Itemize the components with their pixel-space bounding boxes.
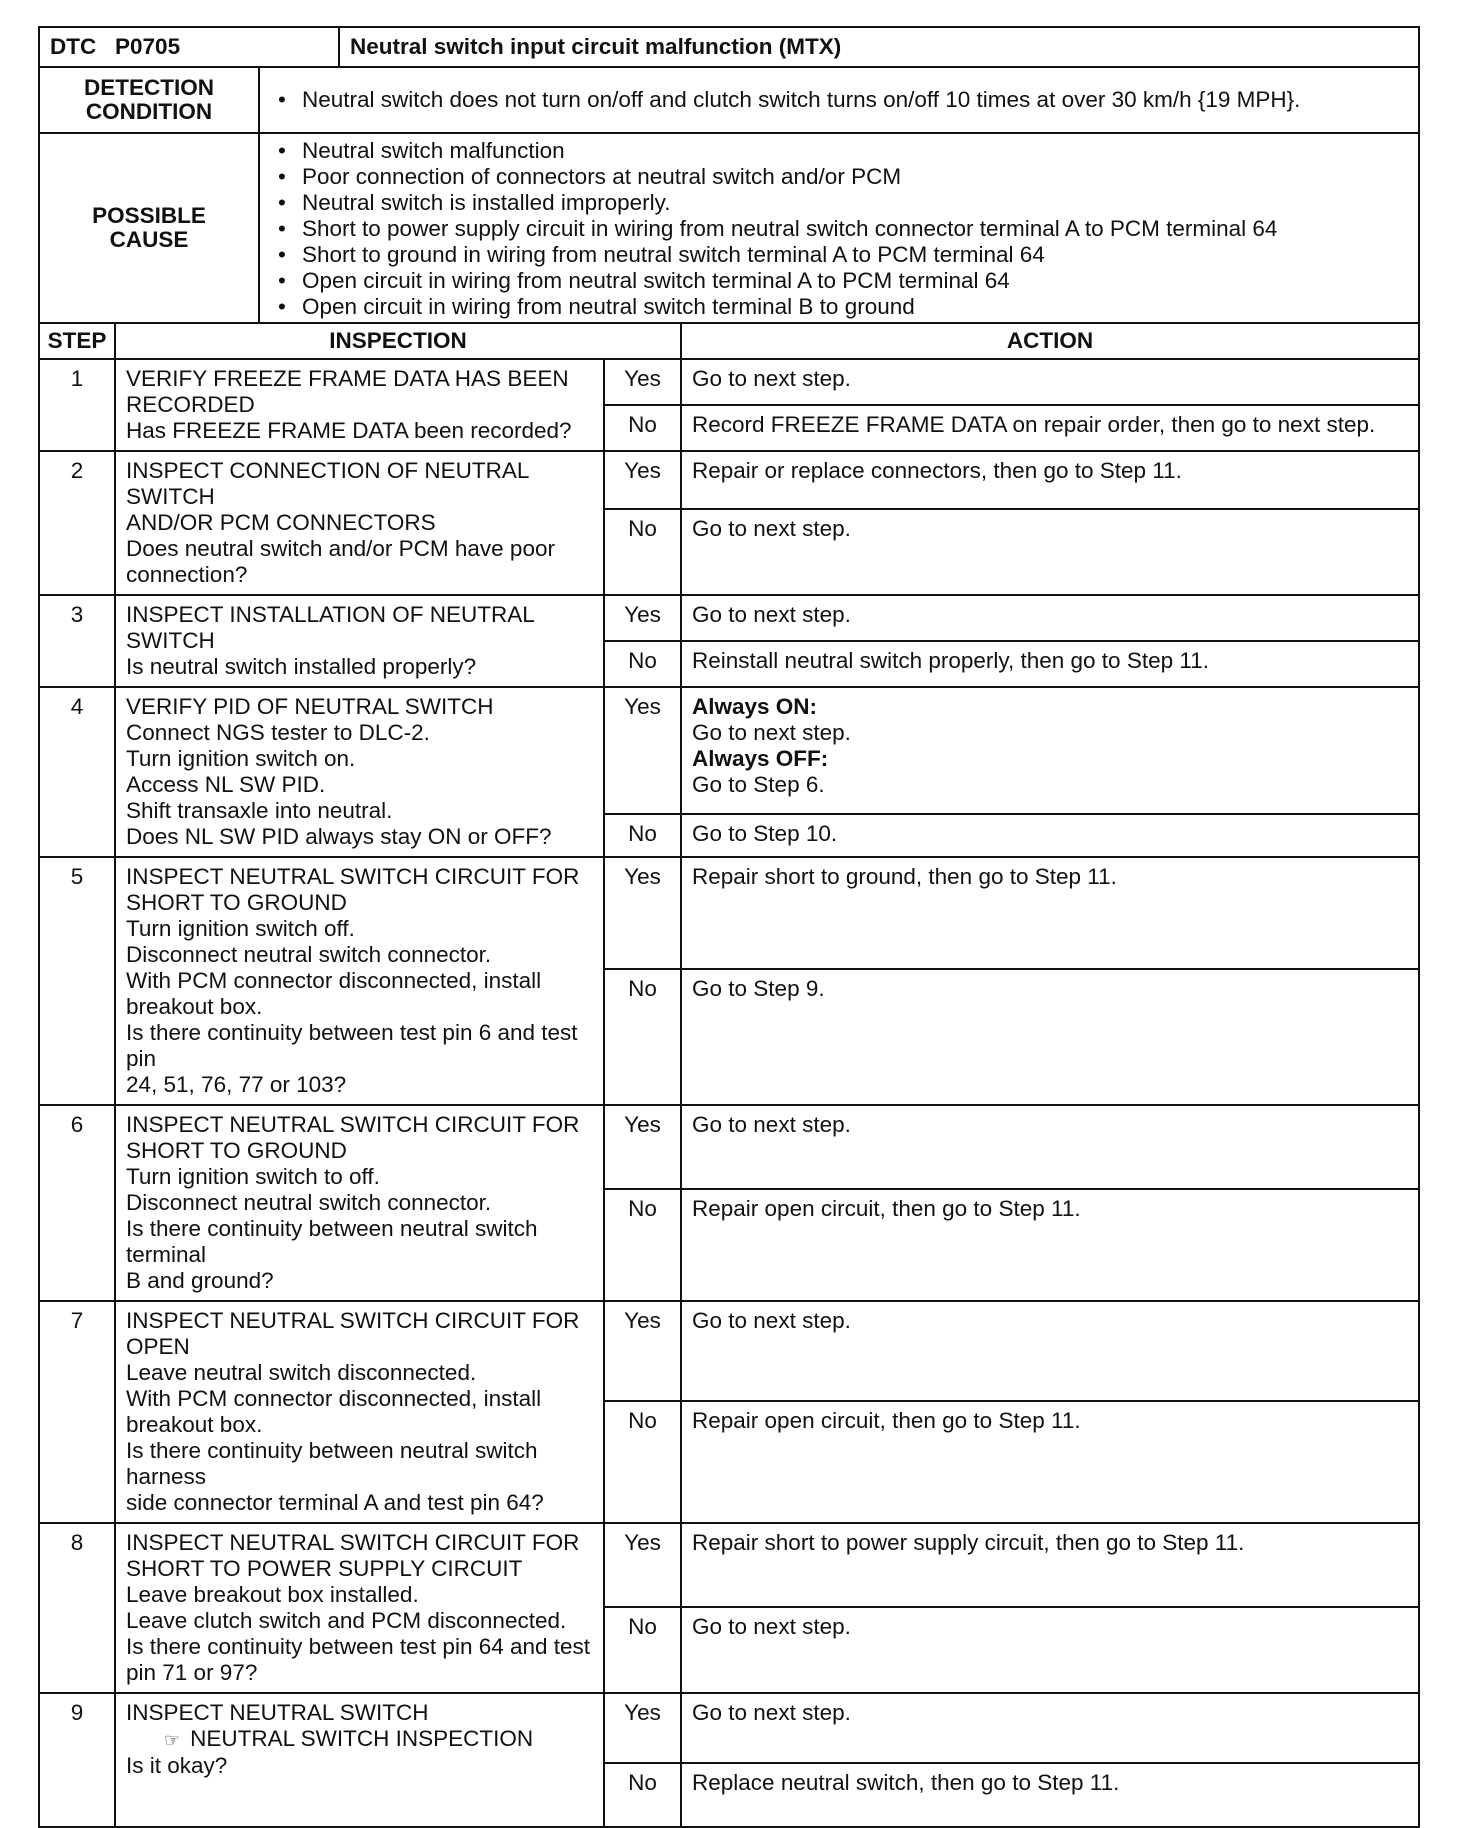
detection-content <box>259 67 1419 133</box>
step-row <box>39 857 1419 969</box>
always-off-action: Go to Step 6. <box>692 772 825 797</box>
yes-label: Yes <box>604 451 681 509</box>
yes-label: Yes <box>604 857 681 969</box>
inspection-line: Is it okay? <box>126 1753 228 1778</box>
yes-label: Yes <box>604 1105 681 1189</box>
inspection-line: Leave clutch switch and PCM disconnected. <box>126 1608 567 1633</box>
yes-action: Go to next step. <box>681 359 1419 405</box>
yes-action <box>681 687 1419 814</box>
inspection-line: Turn ignition switch off. <box>126 916 355 941</box>
no-action: Record FREEZE FRAME DATA on repair order, then go to next step. <box>681 405 1419 451</box>
inspection-line: side connector terminal A and test pin 64? <box>126 1490 544 1515</box>
always-off-label: Always OFF: <box>692 746 829 771</box>
yes-label: Yes <box>604 1301 681 1401</box>
no-action: Go to Step 9. <box>681 969 1419 1105</box>
step-row <box>39 595 1419 641</box>
pointing-hand-icon: ☞ <box>164 1730 181 1750</box>
diagnostic-sheet <box>38 26 1418 1828</box>
inspection-line: breakout box. <box>126 994 263 1019</box>
detection-row <box>39 67 1419 133</box>
no-label: No <box>604 1607 681 1693</box>
inspection-line: Is there continuity between test pin 6 and test pin <box>126 1020 578 1071</box>
yes-action: Repair short to power supply circuit, then go to Step 11. <box>681 1523 1419 1607</box>
always-on-action: Go to next step. <box>692 720 851 745</box>
inspection-line: Is there continuity between test pin 64 and test <box>126 1634 591 1659</box>
no-label: No <box>604 509 681 595</box>
no-action: Go to next step. <box>681 1607 1419 1693</box>
detection-item: • Neutral switch does not turn on/off and clutch switch turns on/off 10 times at over 30 km/h {19 MPH}. <box>270 87 1408 113</box>
no-label: No <box>604 1763 681 1827</box>
inspection-line: Leave neutral switch disconnected. <box>126 1360 477 1385</box>
step-number: 2 <box>39 451 115 595</box>
no-label: No <box>604 1189 681 1301</box>
dtc-title: Neutral switch input circuit malfunction (MTX) <box>339 27 1419 67</box>
possible-cause-label-line1: POSSIBLE <box>92 203 206 228</box>
step-number: 6 <box>39 1105 115 1301</box>
inspection-line: Does neutral switch and/or PCM have poor <box>126 536 555 561</box>
yes-action: Repair or replace connectors, then go to Step 11. <box>681 451 1419 509</box>
inspection-line: Turn ignition switch on. <box>126 746 356 771</box>
cause-item: • Short to power supply circuit in wiring from neutral switch connector terminal A to PCM terminal 64 <box>270 216 1408 242</box>
no-action: Reinstall neutral switch properly, then go to Step 11. <box>681 641 1419 687</box>
step-number: 5 <box>39 857 115 1105</box>
inspection-line: VERIFY FREEZE FRAME DATA HAS BEEN <box>126 366 569 391</box>
yes-label: Yes <box>604 1523 681 1607</box>
step-inspection <box>115 1105 604 1301</box>
step-row <box>39 1523 1419 1607</box>
inspection-line: VERIFY PID OF NEUTRAL SWITCH <box>126 694 494 719</box>
inspection-line: Is there continuity between neutral switch terminal <box>126 1216 538 1267</box>
step-inspection <box>115 359 604 451</box>
step-inspection <box>115 1301 604 1523</box>
yes-action: Go to next step. <box>681 1693 1419 1763</box>
inspection-line: 24, 51, 76, 77 or 103? <box>126 1072 347 1097</box>
dtc-table <box>38 26 1420 1828</box>
dtc-label: DTC <box>50 34 97 59</box>
inspection-line: SHORT TO POWER SUPPLY CIRCUIT <box>126 1556 523 1581</box>
inspection-line: AND/OR PCM CONNECTORS <box>126 510 436 535</box>
detection-list <box>270 87 1408 113</box>
no-action: Replace neutral switch, then go to Step 11. <box>681 1763 1419 1827</box>
cause-item: • Open circuit in wiring from neutral switch terminal A to PCM terminal 64 <box>270 268 1408 294</box>
step-number: 7 <box>39 1301 115 1523</box>
inspection-line: Turn ignition switch to off. <box>126 1164 380 1189</box>
yes-label: Yes <box>604 595 681 641</box>
step-number: 3 <box>39 595 115 687</box>
yes-action: Repair short to ground, then go to Step 11. <box>681 857 1419 969</box>
step-number: 9 <box>39 1693 115 1827</box>
possible-cause-row <box>39 133 1419 323</box>
no-action: Repair open circuit, then go to Step 11. <box>681 1401 1419 1523</box>
step-number: 8 <box>39 1523 115 1693</box>
inspection-line: Disconnect neutral switch connector. <box>126 1190 492 1215</box>
step-inspection <box>115 1523 604 1693</box>
step-inspection <box>115 687 604 857</box>
no-label: No <box>604 969 681 1105</box>
step-row <box>39 451 1419 509</box>
inspection-line: INSPECT NEUTRAL SWITCH CIRCUIT FOR <box>126 1308 580 1333</box>
inspection-line: INSPECT NEUTRAL SWITCH CIRCUIT FOR <box>126 1112 580 1137</box>
cause-item: • Poor connection of connectors at neutral switch and/or PCM <box>270 164 1408 190</box>
no-label: No <box>604 1401 681 1523</box>
inspection-line: INSPECT NEUTRAL SWITCH <box>126 1700 429 1725</box>
column-inspection: INSPECTION <box>115 323 681 359</box>
no-action: Repair open circuit, then go to Step 11. <box>681 1189 1419 1301</box>
step-inspection <box>115 1693 604 1827</box>
detection-label-line2: CONDITION <box>85 99 213 124</box>
no-action: Go to Step 10. <box>681 814 1419 857</box>
inspection-line: INSPECT CONNECTION OF NEUTRAL SWITCH <box>126 458 529 509</box>
inspection-line: SHORT TO GROUND <box>126 1138 347 1163</box>
step-number: 4 <box>39 687 115 857</box>
no-action: Go to next step. <box>681 509 1419 595</box>
inspection-line: OPEN <box>126 1334 190 1359</box>
detection-label-line1: DETECTION <box>83 75 214 100</box>
possible-cause-content <box>259 133 1419 323</box>
detection-label <box>39 67 259 133</box>
inspection-line: SHORT TO GROUND <box>126 890 347 915</box>
inspection-line: Connect NGS tester to DLC-2. <box>126 720 430 745</box>
step-row <box>39 687 1419 814</box>
reference-link[interactable] <box>126 1726 593 1753</box>
cause-item: • Neutral switch is installed improperly. <box>270 190 1408 216</box>
dtc-code: P0705 <box>115 34 181 59</box>
step-row <box>39 1105 1419 1189</box>
no-label: No <box>604 814 681 857</box>
possible-cause-label-line2: CAUSE <box>109 227 189 252</box>
no-label: No <box>604 641 681 687</box>
no-label: No <box>604 405 681 451</box>
inspection-line: Leave breakout box installed. <box>126 1582 419 1607</box>
reference-text: NEUTRAL SWITCH INSPECTION <box>190 1726 534 1751</box>
yes-label: Yes <box>604 687 681 814</box>
inspection-line: Shift transaxle into neutral. <box>126 798 393 823</box>
always-on-label: Always ON: <box>692 694 818 719</box>
yes-action: Go to next step. <box>681 1301 1419 1401</box>
cause-item: • Short to ground in wiring from neutral switch terminal A to PCM terminal 64 <box>270 242 1408 268</box>
possible-cause-label <box>39 133 259 323</box>
inspection-line: Is neutral switch installed properly? <box>126 654 477 679</box>
inspection-line: B and ground? <box>126 1268 274 1293</box>
inspection-line: Has FREEZE FRAME DATA been recorded? <box>126 418 572 443</box>
inspection-line: Disconnect neutral switch connector. <box>126 942 492 967</box>
step-inspection <box>115 857 604 1105</box>
step-row <box>39 1693 1419 1763</box>
dtc-code-cell <box>39 27 339 67</box>
inspection-line: connection? <box>126 562 248 587</box>
step-row <box>39 1301 1419 1401</box>
column-header-row <box>39 323 1419 359</box>
inspection-line: Does NL SW PID always stay ON or OFF? <box>126 824 552 849</box>
inspection-line: INSPECT NEUTRAL SWITCH CIRCUIT FOR <box>126 1530 580 1555</box>
cause-item: • Neutral switch malfunction <box>270 138 1408 164</box>
possible-cause-list <box>270 138 1408 320</box>
cause-item: • Open circuit in wiring from neutral switch terminal B to ground <box>270 294 1408 320</box>
inspection-line: INSPECT NEUTRAL SWITCH CIRCUIT FOR <box>126 864 580 889</box>
yes-action: Go to next step. <box>681 595 1419 641</box>
step-row <box>39 359 1419 405</box>
inspection-line: Is there continuity between neutral switch harness <box>126 1438 538 1489</box>
inspection-line: pin 71 or 97? <box>126 1660 258 1685</box>
yes-label: Yes <box>604 1693 681 1763</box>
column-step: STEP <box>39 323 115 359</box>
inspection-line: breakout box. <box>126 1412 263 1437</box>
inspection-line: SWITCH <box>126 628 215 653</box>
column-action: ACTION <box>681 323 1419 359</box>
step-number: 1 <box>39 359 115 451</box>
step-inspection <box>115 451 604 595</box>
inspection-line: RECORDED <box>126 392 255 417</box>
dtc-header-row <box>39 27 1419 67</box>
inspection-line: INSPECT INSTALLATION OF NEUTRAL <box>126 602 535 627</box>
step-inspection <box>115 595 604 687</box>
inspection-line: Access NL SW PID. <box>126 772 326 797</box>
inspection-line: With PCM connector disconnected, install <box>126 1386 542 1411</box>
yes-label: Yes <box>604 359 681 405</box>
yes-action: Go to next step. <box>681 1105 1419 1189</box>
inspection-line: With PCM connector disconnected, install <box>126 968 542 993</box>
